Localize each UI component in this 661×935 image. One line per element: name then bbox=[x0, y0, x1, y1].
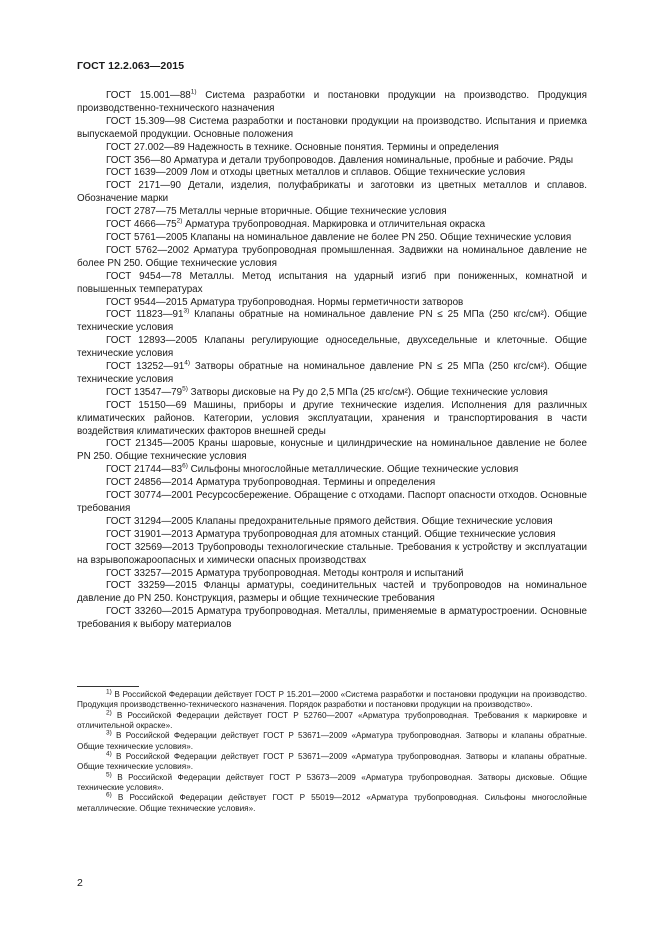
reference-entry: ГОСТ 5762—2002 Арматура трубопроводная промышленная. Задвижки на номинальное давление не более PN 250. Общие технические условия bbox=[77, 244, 587, 269]
reference-entry: ГОСТ 31294—2005 Клапаны предохранительные прямого действия. Общие технические условия bbox=[106, 515, 553, 527]
reference-entry: ГОСТ 5761—2005 Клапаны на номинальное давление не более PN 250. Общие технические условия bbox=[106, 231, 572, 243]
reference-entry: ГОСТ 32569—2013 Трубопроводы технологические стальные. Требования к устройству и эксплуатации на взрывопожароопасных и химически опасных производствах bbox=[77, 541, 587, 566]
reference-entry: ГОСТ 27.002—89 Надежность в технике. Основные понятия. Термины и определения bbox=[106, 141, 499, 153]
reference-entry: ГОСТ 4666—75$^{2)}$ Арматура трубопроводная. Маркировка и отличительная окраска bbox=[106, 217, 486, 231]
reference-entry: ГОСТ 13547—79$^{5)}$ Затворы дисковые на Pу до 2,5 МПа (25 кгс/см²). Общие технические условия bbox=[106, 385, 548, 398]
reference-entry: ГОСТ 9544—2015 Арматура трубопроводная. Нормы герметичности затворов bbox=[106, 296, 464, 308]
reference-entry: ГОСТ 30774—2001 Ресурсосбережение. Обращение с отходами. Паспорт опасности отходов. Основные требования bbox=[77, 490, 587, 514]
reference-entry: ГОСТ 33257—2015 Арматура трубопроводная. Методы контроля и испытаний bbox=[106, 567, 464, 579]
reference-entry: ГОСТ 2171—90 Детали, изделия, полуфабрикаты и заготовки из цветных металлов и сплавов. Обозначение марки bbox=[77, 180, 587, 205]
footnote: $^{1)}$ В Российской Федерации действует ГОСТ Р 15.201—2000 «Система разработки и постановки продукции на производство. Продукция производственно-технического назначения. Порядок разработки и постановки продукции на производство». bbox=[77, 688, 587, 710]
footnote: $^{3)}$ В Российской Федерации действует ГОСТ Р 53671—2009 «Арматура трубопроводная. Затворы и клапаны обратные. Общие технические условия». bbox=[77, 729, 587, 751]
reference-entry: ГОСТ 33259—2015 Фланцы арматуры, соединительных частей и трубопроводов на номинальное давление до PN 250. Конструкция, размеры и общие технические требования bbox=[77, 580, 587, 605]
reference-entry: ГОСТ 21744—83$^{6)}$ Сильфоны многослойные металлические. Общие технические условия bbox=[106, 463, 519, 476]
reference-entry: ГОСТ 11823—91$^{3)}$ Клапаны обратные на номинальное давление PN ≤ 25 МПа (250 кгс/см²). Общие технические условия bbox=[77, 308, 587, 334]
footnote: $^{5)}$ В Российской Федерации действует ГОСТ Р 53673—2009 «Арматура трубопроводная. Затворы дисковые. Общие технические условия». bbox=[77, 771, 587, 793]
normative-references-list bbox=[77, 90, 587, 632]
reference-entry: ГОСТ 1639—2009 Лом и отходы цветных металлов и сплавов. Общие технические условия bbox=[106, 167, 526, 179]
reference-entry: ГОСТ 21345—2005 Краны шаровые, конусные и цилиндрические на номинальное давление не более PN 250. Общие технические условия bbox=[77, 438, 587, 463]
reference-entry: ГОСТ 9454—78 Металлы. Метод испытания на ударный изгиб при пониженных, комнатной и повышенных температурах bbox=[77, 270, 587, 295]
footnotes bbox=[77, 690, 587, 814]
reference-entry: ГОСТ 15.001—88$^{1)}$ Система разработки и постановки продукции на производство. Продукция производственно-технического назначения bbox=[77, 88, 587, 114]
reference-entry: ГОСТ 13252—91$^{4)}$ Затворы обратные на номинальное давление PN ≤ 25 МПа (250 кгс/см²). Общие технические условия bbox=[77, 359, 587, 385]
reference-entry: ГОСТ 33260—2015 Арматура трубопроводная. Металлы, применяемые в арматуростроении. Основные требования к выбору материалов bbox=[77, 606, 587, 631]
footnote: $^{6)}$ В Российской Федерации действует ГОСТ Р 55019—2012 «Арматура трубопроводная. Сильфоны многослойные металлические. Общие технические условия». bbox=[77, 791, 587, 813]
footnote: $^{2)}$ В Российской Федерации действует ГОСТ Р 52760—2007 «Арматура трубопроводная. Требования к маркировке и отличительной окраске». bbox=[77, 708, 587, 731]
reference-entry: ГОСТ 356—80 Арматура и детали трубопроводов. Давления номинальные, пробные и рабочие. Ряды bbox=[106, 154, 574, 166]
reference-entry: ГОСТ 31901—2013 Арматура трубопроводная для атомных станций. Общие технические условия bbox=[106, 528, 556, 540]
page-number: 2 bbox=[77, 877, 83, 889]
reference-entry: ГОСТ 24856—2014 Арматура трубопроводная. Термины и определения bbox=[106, 477, 436, 489]
page-header: ГОСТ 12.2.063—2015 bbox=[77, 60, 185, 72]
reference-entry: ГОСТ 2787—75 Металлы черные вторичные. Общие технические условия bbox=[106, 206, 447, 218]
reference-entry: ГОСТ 15150—69 Машины, приборы и другие технические изделия. Исполнения для различных климатических районов. Категории, условия эксплуатации, хранения и транспортирования в части воздействия климатических факторов внешней среды bbox=[77, 399, 587, 437]
reference-entry: ГОСТ 12893—2005 Клапаны регулирующие односедельные, двухседельные и клеточные. Общие технические условия bbox=[77, 335, 587, 360]
footnote: $^{4)}$ В Российской Федерации действует ГОСТ Р 53671—2009 «Арматура трубопроводная. Затворы и клапаны обратные. Общие технические условия». bbox=[77, 750, 587, 772]
footnote-divider bbox=[77, 686, 139, 687]
reference-entry: ГОСТ 15.309—98 Система разработки и постановки продукции на производство. Испытания и приемка выпускаемой продукции. Основные положения bbox=[77, 115, 587, 140]
